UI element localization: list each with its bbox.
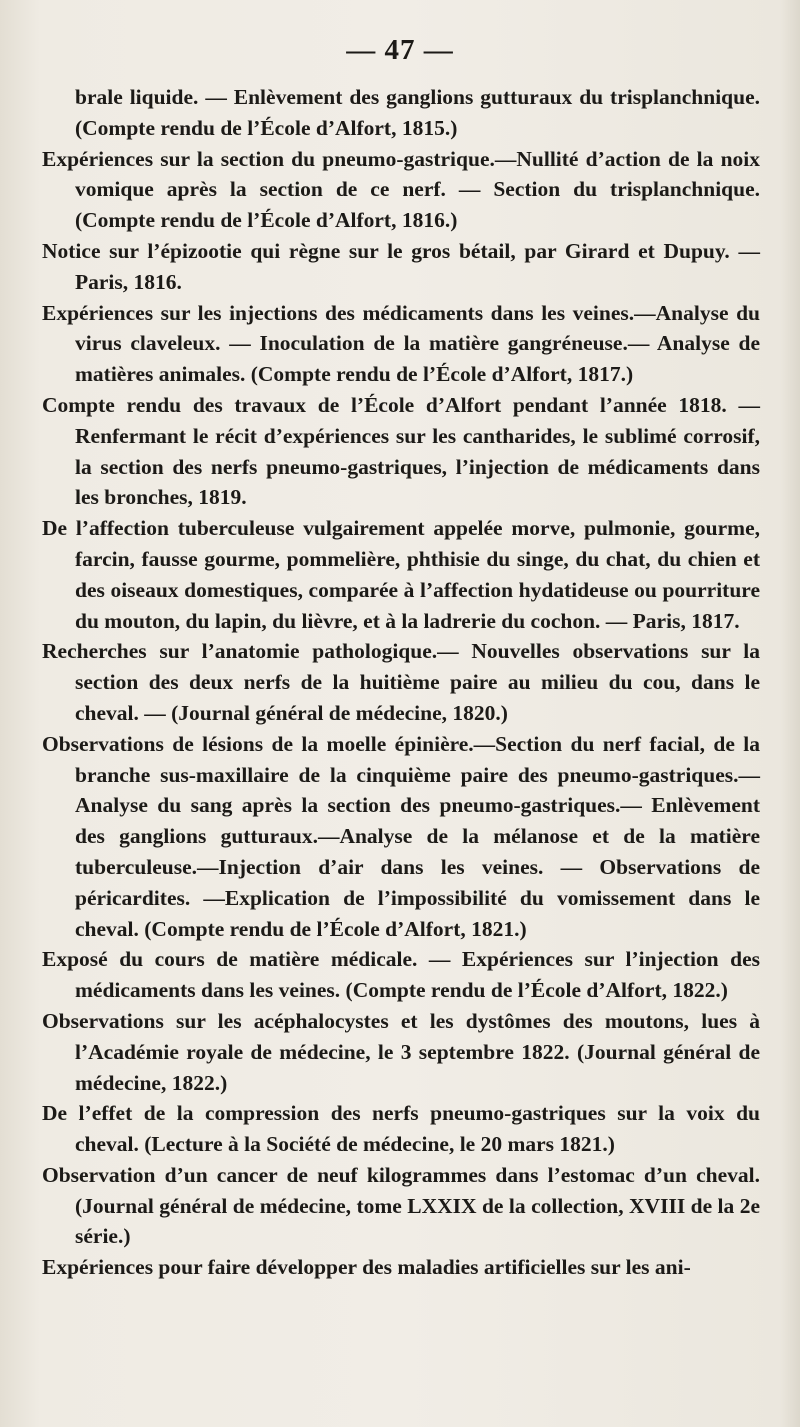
bibliography-entry: Exposé du cours de matière médicale. — Expériences sur l’injection des médicaments dans les veines. (Compte rendu de l’École d’Alfort, 1822.) xyxy=(42,947,760,1003)
bibliography-entry: Compte rendu des travaux de l’École d’Alfort pendant l’année 1818. — Renfermant le récit d’expériences sur les cantharides, le sublimé corrosif, la section des nerfs pneumo-gastriques, l’injection de médicaments dans les bronches, 1819. xyxy=(42,392,760,510)
bibliography-entry: brale liquide. — Enlèvement des ganglions gutturaux du trisplanchnique. (Compte rendu de l’École d’Alfort, 1815.) xyxy=(75,85,760,140)
bibliography-entry: Expériences sur les injections des médicaments dans les veines.—Analyse du virus claveleux. — Inoculation de la matière gangréneuse.— Analyse de matières animales. (Compte rendu de l’École d’Alfort, 1817.) xyxy=(42,300,760,387)
bibliography-entry: Notice sur l’épizootie qui règne sur le gros bétail, par Girard et Dupuy. —Paris, 1816. xyxy=(42,238,760,294)
bibliography-entry: Expériences sur la section du pneumo-gastrique.—Nullité d’action de la noix vomique après la section de ce nerf. — Section du trisplanchnique. (Compte rendu de l’École d’Alfort, 1816.) xyxy=(42,146,760,233)
bibliography-entry: De l’effet de la compression des nerfs pneumo-gastriques sur la voix du cheval. (Lecture à la Société de médecine, le 20 mars 1821.) xyxy=(42,1101,760,1157)
bibliography-entry: Expériences pour faire développer des maladies artificielles sur les ani- xyxy=(42,1255,691,1280)
bibliography-entry: Observations sur les acéphalocystes et les dystômes des moutons, lues à l’Académie royale de médecine, le 3 septembre 1822. (Journal général de médecine, 1822.) xyxy=(42,1008,760,1095)
bibliography-entry: Observations de lésions de la moelle épinière.—Section du nerf facial, de la branche sus-maxillaire de la cinquième paire des pneumo-gastriques.—Analyse du sang après la section des pneumo-gastriques.— Enlèvement des ganglions gutturaux.—Analyse de la mélanose et de la matière tuberculeuse.—Injection d’air dans les veines. — Observations de péricardites. —Explication de l’impossibilité du vomissement dans le cheval. (Compte rendu de l’École d’Alfort, 1821.) xyxy=(42,731,760,941)
bibliography-entry: Observation d’un cancer de neuf kilogrammes dans l’estomac d’un cheval. (Journal général de médecine, tome LXXIX de la collection, XVIII de la 2e série.) xyxy=(42,1162,760,1249)
bibliography-entry: Recherches sur l’anatomie pathologique.— Nouvelles observations sur la section des deux nerfs de la huitième paire au milieu du cou, dans le cheval. — (Journal général de médecine, 1820.) xyxy=(42,639,760,725)
bibliography-entry: De l’affection tuberculeuse vulgairement appelée morve, pulmonie, gourme, farcin, fausse gourme, pommelière, phthisie du singe, du chat, du chien et des oiseaux domestiques, comparée à l’affection hydatideuse ou pourriture du mouton, du lapin, du lièvre, et à la ladrerie du cochon. — Paris, 1817. xyxy=(42,516,760,633)
bibliography-list xyxy=(42,82,760,1283)
page-number: — 47 — xyxy=(346,34,454,66)
